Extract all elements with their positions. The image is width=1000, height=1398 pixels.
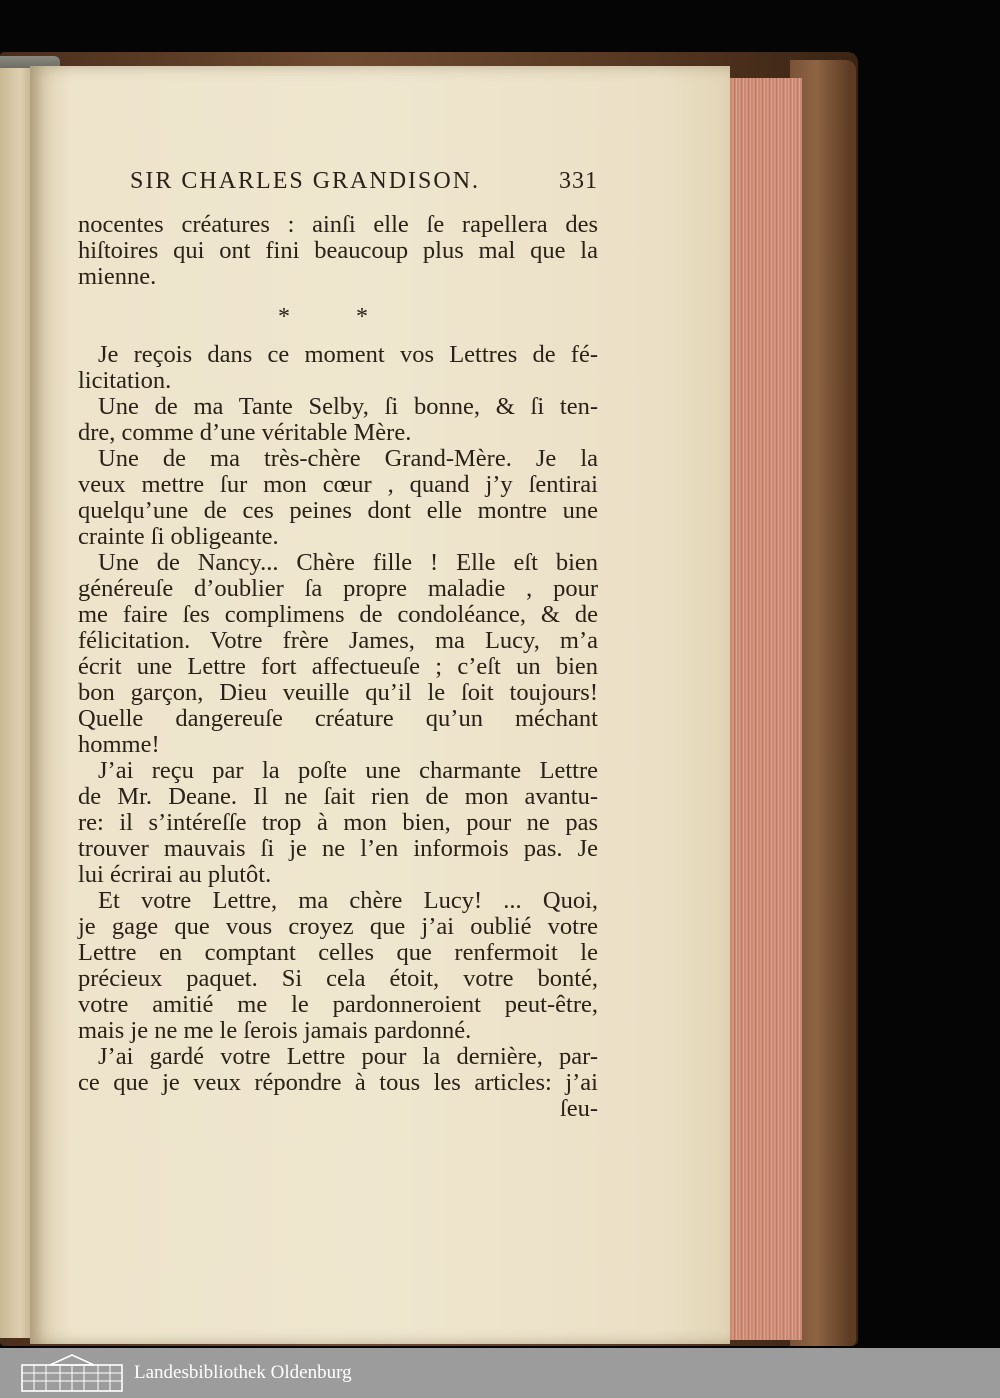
- text-line: J’ai gardé votre Lettre pour la dernière, par-: [98, 1043, 598, 1070]
- text-line: ce que je veux répondre à tous les articles: j’ai: [78, 1069, 598, 1096]
- running-header: [78, 168, 598, 194]
- library-name: Landesbibliothek Oldenburg: [134, 1362, 352, 1383]
- text-line: précieux paquet. Si cela étoit, votre bonté,: [78, 965, 598, 992]
- text-block-body: [78, 342, 598, 1096]
- text-line: J’ai reçu par la poſte une charmante Lettre: [98, 757, 598, 784]
- text-line: Une de Nancy... Chère fille ! Elle eſt bien: [98, 549, 598, 576]
- text-block-top: [78, 212, 598, 290]
- text-line: votre amitié me le pardonneroient peut-être,: [78, 991, 598, 1018]
- text-line: dre, comme d’une véritable Mère.: [78, 419, 412, 446]
- running-title: SIR CHARLES GRANDISON.: [130, 168, 481, 194]
- text-line: écrit une Lettre fort affectueuſe ; c’eſt un bien: [78, 653, 598, 680]
- text-line: mienne.: [78, 263, 157, 290]
- text-line: licitation.: [78, 367, 172, 394]
- text-line: bon garçon, Dieu veuille qu’il le ſoit toujours!: [78, 679, 598, 706]
- page-number: 331: [559, 168, 598, 194]
- text-line: Je reçois dans ce moment vos Lettres de fé-: [98, 341, 598, 368]
- text-line: nocentes créatures : ainſi elle ſe rapellera des: [78, 211, 598, 238]
- text-line: de Mr. Deane. Il ne ſait rien de mon avantu-: [78, 783, 598, 810]
- page-text: [78, 168, 598, 1122]
- text-line: me faire ſes complimens de condoléance, & de: [78, 601, 598, 628]
- text-line: Quelle dangereuſe créature qu’un méchant: [78, 705, 598, 732]
- text-line: lui écrirai au plutôt.: [78, 861, 272, 888]
- catchword: ſeu-: [559, 1095, 598, 1122]
- text-line: hiſtoires qui ont fini beaucoup plus mal que la: [78, 237, 598, 264]
- text-line: félicitation. Votre frère James, ma Lucy, m’a: [78, 627, 598, 654]
- text-line: veux mettre ſur mon cœur , quand j’y ſentirai: [78, 471, 598, 498]
- text-line: homme!: [78, 731, 160, 758]
- left-page-edge: [0, 68, 34, 1338]
- section-break: * *: [278, 304, 398, 330]
- text-line: Une de ma très-chère Grand-Mère. Je la: [98, 445, 598, 472]
- text-line: re: il s’intéreſſe trop à mon bien, pour ne pas: [78, 809, 598, 836]
- text-line: Lettre en comptant celles que renfermoit le: [78, 939, 598, 966]
- text-line: crainte ſi obligeante.: [78, 523, 279, 550]
- text-line: Une de ma Tante Selby, ſi bonne, & ſi ten-: [98, 393, 598, 420]
- text-line: Et votre Lettre, ma chère Lucy! ... Quoi,: [98, 887, 598, 914]
- page-edges: [722, 78, 802, 1340]
- library-building-icon: [20, 1353, 124, 1393]
- text-line: quelqu’une de ces peines dont elle montre une: [78, 497, 598, 524]
- text-line: trouver mauvais ſi je ne l’en informois pas. Je: [78, 835, 598, 862]
- footer-bar: [0, 1348, 1000, 1398]
- text-line: généreuſe d’oublier ſa propre maladie , pour: [78, 575, 598, 602]
- text-line: mais je ne me le ſerois jamais pardonné.: [78, 1017, 472, 1044]
- text-line: je gage que vous croyez que j’ai oublié votre: [78, 913, 598, 940]
